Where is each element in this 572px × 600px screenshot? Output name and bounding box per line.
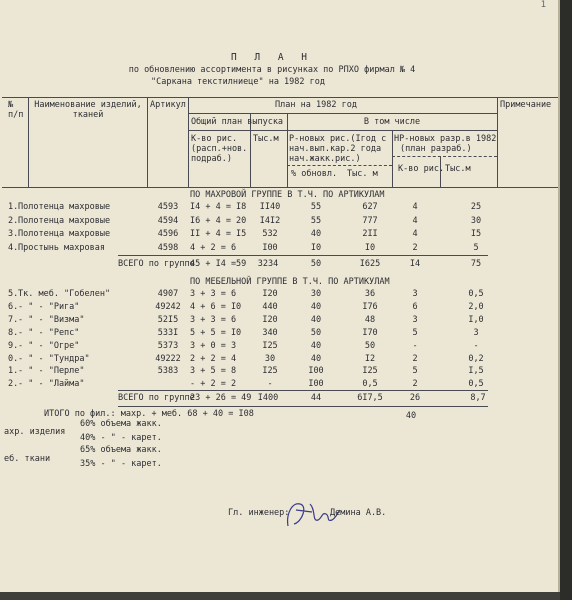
cell-formula: 3 + 3 = 6 <box>190 289 237 299</box>
cell-t3: 0,5 <box>468 379 484 390</box>
signature-name: Демина А.В. <box>330 508 387 518</box>
section2-total-pct: 44 <box>310 393 322 403</box>
cell-k: 6 <box>412 301 418 312</box>
scan-edge <box>560 0 572 600</box>
col-tysm3-header: Тыс.м <box>445 164 471 174</box>
section1-title: ПО МАХРОВОЙ ГРУППЕ В Т.Ч. ПО АРТИКУЛАМ <box>190 190 385 200</box>
cell-formula: 4 + 2 = 6 <box>190 242 237 253</box>
itogo-line: ИТОГО по фил.: махр. + меб. 68 + 40 = I08 <box>44 409 254 419</box>
cell-tys2: 777 <box>362 215 378 226</box>
cell-k: 4 <box>412 215 418 226</box>
cell-num: 1. <box>8 202 19 212</box>
col-general-header: Общий план выпуска <box>190 117 284 127</box>
col-note-header: Примечание <box>500 100 552 110</box>
cell-art: 52I5 <box>157 314 179 325</box>
cell-name: - " - "Огре" <box>18 340 80 351</box>
cell-num: 2. <box>8 379 19 390</box>
cell-art: 5383 <box>157 366 179 377</box>
section1-total-rule <box>118 255 488 256</box>
document-title: П Л А Н <box>230 52 314 63</box>
cell-tys: I4I2 <box>259 215 281 226</box>
cell-name: - " - "Визма" <box>18 314 85 325</box>
cell-num: 4. <box>8 242 19 253</box>
cell-tys: II40 <box>259 202 281 212</box>
col-divider <box>497 97 498 187</box>
cell-num: 7. <box>8 314 19 325</box>
cell-tys2: 48 <box>364 314 376 325</box>
section2-total-rule-bottom <box>118 406 488 407</box>
cell-name: Тк. меб. "Гобелен" <box>18 289 111 299</box>
itogo-k: 40 <box>405 411 417 421</box>
cell-tys: I25 <box>262 366 278 377</box>
mahr-share-1: 60% объема жакк. <box>80 419 162 429</box>
cell-num: 8. <box>8 327 19 338</box>
cell-pct: 40 <box>310 314 322 325</box>
cell-name: - " - "Репс" <box>18 327 80 338</box>
col-divider <box>287 113 288 187</box>
section2-total-rule <box>118 390 488 391</box>
document-subtitle-line2: "Саркана текстилниеце" на 1982 год <box>151 77 325 87</box>
cell-art: 4593 <box>157 202 179 212</box>
cell-t3: 0,5 <box>468 289 484 299</box>
cell-art: 49242 <box>155 301 181 312</box>
header-rule-top <box>2 97 558 98</box>
col-rnew-header: Р-новых рис.(Iгод с нач.вып.кар.2 года нач.жакк.рис.) <box>289 134 387 164</box>
cell-t3: 2,0 <box>468 301 484 312</box>
cell-name: Простынь махровая <box>18 242 105 253</box>
cell-formula: I6 + 4 = 20 <box>190 215 247 226</box>
cell-num: 3. <box>8 229 19 239</box>
mahr-share-2: 40% - " - карет. <box>80 433 162 443</box>
cell-formula: - + 2 = 2 <box>190 379 237 390</box>
cell-art: 533I <box>157 327 179 338</box>
section1-total-tys2: I625 <box>359 259 381 269</box>
section1-total-formula: 45 + I4 =59 <box>190 259 247 269</box>
col-name-header: Наименование изделий, тканей <box>34 100 142 120</box>
cell-tys2: 36 <box>364 289 376 299</box>
cell-t3: - <box>473 340 479 351</box>
cell-pct: 30 <box>310 289 322 299</box>
cell-art: 49222 <box>155 353 181 364</box>
cell-tys2: I25 <box>362 366 378 377</box>
page-number: 1 <box>540 0 546 10</box>
cell-tys: I25 <box>262 340 278 351</box>
cell-tys2: 0,5 <box>362 379 378 390</box>
section2-total-formula: 23 + 26 = 49 <box>190 393 252 403</box>
cell-art: 4907 <box>157 289 179 299</box>
cell-name: - " - "Тундра" <box>18 353 90 364</box>
cell-k: 3 <box>412 314 418 325</box>
cell-tys: I20 <box>262 289 278 299</box>
section2-total-tys: I400 <box>257 393 279 403</box>
cell-pct: 55 <box>310 202 322 212</box>
cell-art: 4598 <box>157 242 179 253</box>
cell-art: 4596 <box>157 229 179 239</box>
col-divider <box>28 97 29 187</box>
cell-formula: 3 + 3 = 6 <box>190 314 237 325</box>
header-rule <box>287 165 392 166</box>
cell-tys2: 50 <box>364 340 376 351</box>
col-num-header: № п/п <box>8 100 24 120</box>
cell-pct: 40 <box>310 301 322 312</box>
col-divider <box>188 97 189 187</box>
col-pct-header: % обновл. <box>291 169 338 179</box>
meb-label: еб. ткани <box>4 454 51 464</box>
cell-formula: II + 4 = I5 <box>190 229 247 239</box>
cell-name: Полотенца махровые <box>18 229 111 239</box>
cell-k: 2 <box>412 353 418 364</box>
cell-k: 5 <box>412 366 418 377</box>
cell-num: 1. <box>8 366 19 377</box>
mahr-label: ахр. изделия <box>4 427 66 437</box>
cell-t3: I5 <box>470 229 482 239</box>
cell-t3: I,0 <box>468 314 484 325</box>
cell-pct: I0 <box>310 242 322 253</box>
section2-total-label: ВСЕГО по группе <box>118 393 195 403</box>
section1-total-pct: 50 <box>310 259 322 269</box>
section2-total-k: 26 <box>409 393 421 403</box>
document-subtitle-line1: по обновлению ассортимента в рисунках по РПХО фирмал № 4 <box>128 65 416 75</box>
col-plan-header: План на 1982 год <box>275 100 357 110</box>
cell-t3: 3 <box>473 327 479 338</box>
cell-art: 4594 <box>157 215 179 226</box>
section2-total-tys2: 6I7,5 <box>357 393 383 403</box>
col-tysm-header: Тыс.м <box>253 134 279 144</box>
cell-art: 5373 <box>157 340 179 351</box>
section2-title: ПО МЕБЕЛЬНОЙ ГРУППЕ В Т.Ч. ПО АРТИКУЛАМ <box>190 277 390 287</box>
cell-t3: I,5 <box>468 366 484 377</box>
cell-formula: I4 + 4 = I8 <box>190 202 247 212</box>
cell-pct: I00 <box>308 366 324 377</box>
cell-tys: I00 <box>262 242 278 253</box>
header-rule <box>392 156 497 157</box>
meb-share-1: 65% объема жакк. <box>80 445 162 455</box>
header-rule-bottom <box>2 187 558 188</box>
col-kris-header: К-во рис. (расп.+нов. подраб.) <box>191 134 248 164</box>
cell-num: 9. <box>8 340 19 351</box>
cell-name: - " - "Лайма" <box>18 379 85 390</box>
section1-total-tys: 3234 <box>257 259 279 269</box>
cell-k: - <box>412 340 418 351</box>
header-rule <box>188 130 497 131</box>
cell-tys2: I0 <box>364 242 376 253</box>
cell-tys: 532 <box>262 229 278 239</box>
cell-k: 5 <box>412 327 418 338</box>
section1-total-label: ВСЕГО по группе <box>118 259 195 269</box>
cell-tys2: 2II <box>362 229 378 239</box>
header-rule <box>188 113 497 114</box>
col-article-header: Артикул <box>150 100 186 110</box>
cell-k: 4 <box>412 229 418 239</box>
cell-tys2: I76 <box>362 301 378 312</box>
cell-tys2: I70 <box>362 327 378 338</box>
section1-total-t3: 75 <box>470 259 482 269</box>
cell-formula: 4 + 6 = I0 <box>190 301 242 312</box>
col-tysm2-header: Тыс. м <box>347 169 378 179</box>
cell-t3: 0,2 <box>468 353 484 364</box>
cell-name: - " - "Рига" <box>18 301 80 312</box>
cell-t3: 30 <box>470 215 482 226</box>
cell-pct: 40 <box>310 353 322 364</box>
col-hrsub-header: (план разраб.) <box>400 144 472 154</box>
col-incl-header: В том числе <box>363 117 421 127</box>
cell-tys2: I2 <box>364 353 376 364</box>
cell-name: Полотенца махровые <box>18 215 111 226</box>
section1-total-k: I4 <box>409 259 421 269</box>
cell-num: 2. <box>8 215 19 226</box>
cell-k: 3 <box>412 289 418 299</box>
section2-total-t3: 8,7 <box>470 393 486 403</box>
cell-tys: 30 <box>264 353 276 364</box>
cell-t3: 25 <box>470 202 482 212</box>
cell-tys: 440 <box>262 301 278 312</box>
cell-formula: 3 + 5 = 8 <box>190 366 237 377</box>
cell-k: 4 <box>412 202 418 212</box>
cell-pct: 50 <box>310 327 322 338</box>
cell-formula: 2 + 2 = 4 <box>190 353 237 364</box>
col-divider <box>147 97 148 187</box>
cell-formula: 5 + 5 = I0 <box>190 327 242 338</box>
cell-num: 6. <box>8 301 19 312</box>
cell-tys: I20 <box>262 314 278 325</box>
cell-t3: 5 <box>473 242 479 253</box>
cell-tys: - <box>267 379 273 390</box>
cell-num: 5. <box>8 289 19 299</box>
cell-tys2: 627 <box>362 202 378 212</box>
cell-formula: 3 + 0 = 3 <box>190 340 237 351</box>
signature-label: Гл. инженер: <box>228 508 290 518</box>
cell-pct: 40 <box>310 340 322 351</box>
cell-pct: 40 <box>310 229 322 239</box>
col-kris2-header: К-во рис. <box>398 164 445 174</box>
cell-pct: I00 <box>308 379 324 390</box>
cell-num: 0. <box>8 353 19 364</box>
cell-k: 2 <box>412 379 418 390</box>
cell-name: - " - "Перле" <box>18 366 85 377</box>
col-hrnew-header: НР-новых разр.в 1982 <box>394 134 497 144</box>
cell-k: 2 <box>412 242 418 253</box>
cell-name: Полотенца махровые <box>18 202 111 212</box>
col-divider <box>392 130 393 187</box>
cell-pct: 55 <box>310 215 322 226</box>
meb-share-2: 35% - " - карет. <box>80 459 162 469</box>
cell-tys: 340 <box>262 327 278 338</box>
